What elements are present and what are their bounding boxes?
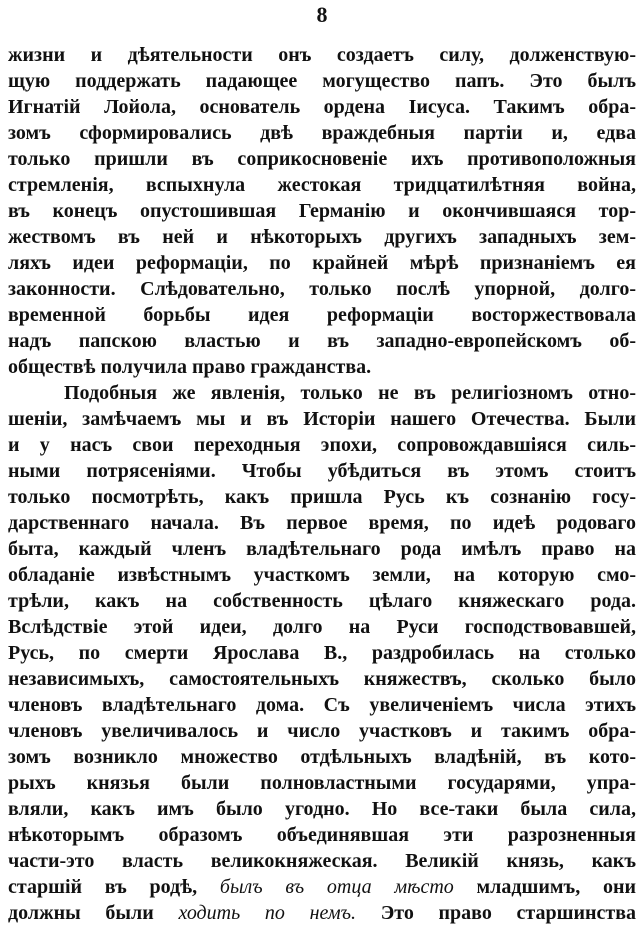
text-line bbox=[8, 770, 636, 796]
text-line bbox=[8, 718, 636, 744]
text-line bbox=[8, 484, 636, 510]
text-segment: должны были bbox=[8, 902, 179, 924]
text-line bbox=[8, 276, 636, 302]
text-segment: зомъ сформировались двѣ враждебныя партіи и, едва bbox=[8, 122, 636, 144]
text-segment: зомъ возникло множество отдѣльныхъ владѣній, въ кото- bbox=[8, 746, 636, 768]
text-line bbox=[8, 146, 636, 172]
text-line bbox=[8, 354, 636, 380]
text-segment: только посмотрѣть, какъ пришла Русь къ сознанію госу- bbox=[8, 486, 636, 508]
text-line bbox=[8, 822, 636, 848]
text-segment: Подобныя же явленія, только не въ религіозномъ отно- bbox=[64, 382, 636, 404]
text-segment: Вслѣдствіе этой идеи, долго на Руси господствовавшей, bbox=[8, 616, 636, 638]
italic-text: ходить по немъ. bbox=[178, 902, 357, 924]
text-line bbox=[8, 120, 636, 146]
text-segment: щую поддержать падающее могущество папъ. Это былъ bbox=[8, 70, 636, 92]
text-segment: вляли, какъ имъ было угодно. Но все-таки была сила, bbox=[8, 798, 636, 820]
text-segment: обладаніе извѣстнымъ участкомъ земли, на которую смо- bbox=[8, 564, 636, 586]
text-segment: Игнатій Лойола, основатель ордена Іисуса. Такимъ обра- bbox=[8, 96, 636, 118]
text-segment: рыхъ князья были полновластными государями, упра- bbox=[8, 772, 636, 794]
text-line bbox=[8, 328, 636, 354]
text-line bbox=[8, 562, 636, 588]
text-segment: законности. Слѣдовательно, только послѣ упорной, долго- bbox=[8, 278, 636, 300]
text-line bbox=[8, 406, 636, 432]
text-segment: младшимъ, они bbox=[453, 876, 636, 898]
text-segment: членовъ владѣтельнаго дома. Съ увеличеніемъ числа этихъ bbox=[8, 694, 636, 716]
text-segment: обществѣ получила право гражданства. bbox=[8, 356, 372, 378]
text-line bbox=[8, 198, 636, 224]
text-line bbox=[8, 744, 636, 770]
text-segment: жизни и дѣятельности онъ создаетъ силу, долженствую- bbox=[8, 44, 636, 66]
text-segment: ляхъ идеи реформаціи, по крайней мѣрѣ признаніемъ ея bbox=[8, 252, 636, 274]
text-segment: нѣкоторымъ образомъ объединявшая эти разрозненныя bbox=[8, 824, 636, 846]
italic-text: былъ въ отца мѣсто bbox=[219, 876, 454, 898]
text-segment: части-это власть великокняжеская. Великій князь, какъ bbox=[8, 850, 636, 872]
text-segment: шеніи, замѣчаемъ мы и въ Исторіи нашего Отечества. Были bbox=[8, 408, 636, 430]
text-segment: дарственнаго начала. Въ первое время, по идеѣ родоваго bbox=[8, 512, 636, 534]
text-segment: Это право старшинства bbox=[356, 902, 636, 924]
text-line bbox=[8, 900, 636, 926]
text-line bbox=[8, 250, 636, 276]
text-segment: независимыхъ, самостоятельныхъ княжествъ, сколько было bbox=[8, 668, 636, 690]
text-segment: надъ папскою властью и въ западно-европейскомъ об- bbox=[8, 330, 636, 352]
text-segment: Русь, по смерти Ярослава В., раздробилась на столько bbox=[8, 642, 636, 664]
text-line bbox=[8, 42, 636, 68]
text-line bbox=[8, 614, 636, 640]
text-line bbox=[8, 666, 636, 692]
text-line bbox=[8, 458, 636, 484]
text-segment: трѣли, какъ на собственность цѣлаго княжескаго рода. bbox=[8, 590, 636, 612]
page-number: 8 bbox=[316, 2, 328, 27]
body-text bbox=[8, 42, 636, 926]
text-line bbox=[8, 874, 636, 900]
text-line bbox=[8, 848, 636, 874]
text-segment: ными потрясеніями. Чтобы убѣдиться въ этомъ стоитъ bbox=[8, 460, 636, 482]
text-segment: старшій въ родѣ, bbox=[8, 876, 220, 898]
text-segment: временной борьбы идея реформаціи восторжествовала bbox=[8, 304, 636, 326]
text-segment: членовъ увеличивалось и число участковъ и такимъ обра- bbox=[8, 720, 636, 742]
text-line bbox=[8, 536, 636, 562]
text-line bbox=[8, 692, 636, 718]
text-line bbox=[8, 640, 636, 666]
text-segment: стремленія, вспыхнула жестокая тридцатилѣтняя война, bbox=[8, 174, 636, 196]
text-line bbox=[8, 94, 636, 120]
text-segment: и у насъ свои переходныя эпохи, сопровождавшіяся силь- bbox=[8, 434, 636, 456]
text-line bbox=[8, 224, 636, 250]
text-line bbox=[8, 510, 636, 536]
text-line bbox=[8, 172, 636, 198]
text-line bbox=[8, 380, 636, 406]
text-segment: быта, каждый членъ владѣтельнаго рода имѣлъ право на bbox=[8, 538, 636, 560]
text-line bbox=[8, 588, 636, 614]
text-line bbox=[8, 796, 636, 822]
text-segment: только пришли въ соприкосновеніе ихъ противоположныя bbox=[8, 148, 636, 170]
text-line bbox=[8, 432, 636, 458]
text-segment: въ конецъ опустошившая Германію и окончившаяся тор- bbox=[8, 200, 636, 222]
text-segment: жествомъ въ ней и нѣкоторыхъ другихъ западныхъ зем- bbox=[8, 226, 636, 248]
text-line bbox=[8, 302, 636, 328]
text-line bbox=[8, 68, 636, 94]
